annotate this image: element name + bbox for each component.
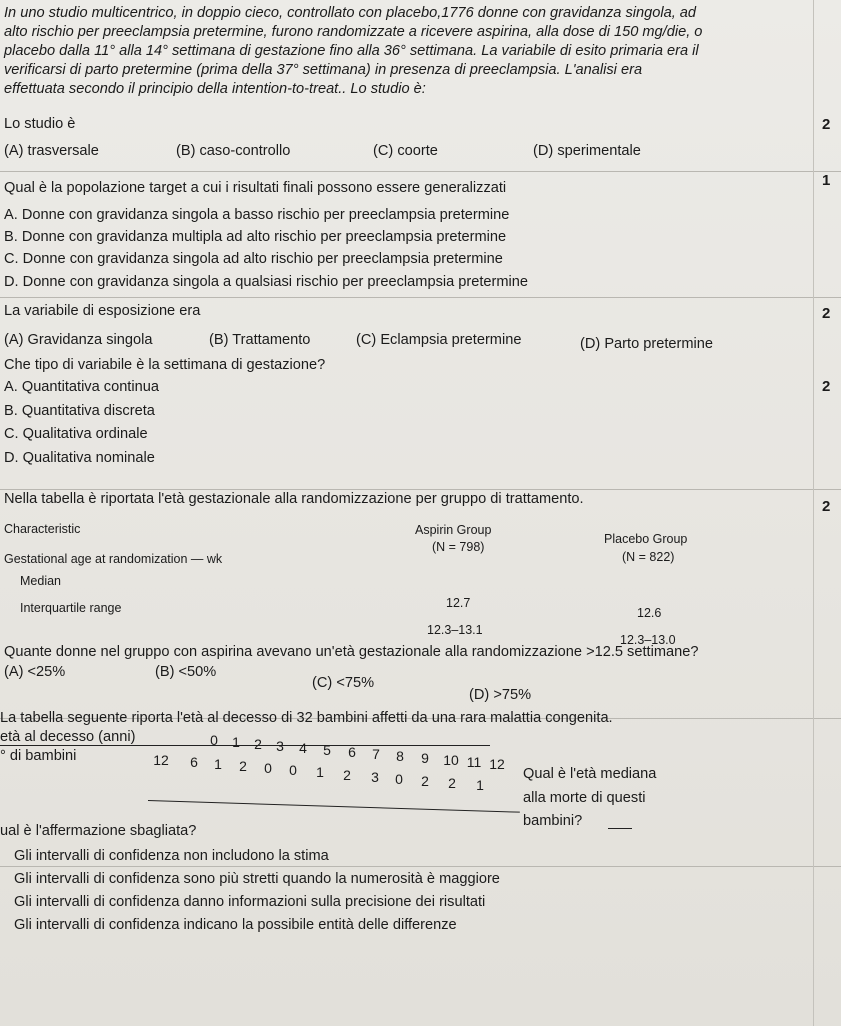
q4-option-b[interactable]: B. Quantitativa discreta: [4, 403, 155, 419]
rule-line: [0, 297, 841, 298]
q3-option-b[interactable]: (B) Trattamento: [209, 332, 311, 348]
q8-option-1[interactable]: Gli intervalli di confidenza non includono la stima: [14, 848, 329, 864]
q7-question-line-2: alla morte di questi: [523, 790, 646, 806]
table-iqr-aspirin: 12.3–13.1: [427, 623, 483, 637]
q5-stem: Nella tabella è riportata l'età gestazionale alla randomizzazione per gruppo di trattamento.: [4, 491, 584, 507]
q3-stem: La variabile di esposizione era: [4, 303, 201, 319]
q7-count-cell: 0: [289, 762, 297, 778]
q8-option-4[interactable]: Gli intervalli di confidenza indicano la possibile entità delle differenze: [14, 917, 457, 933]
q1-stem: Lo studio è: [4, 116, 76, 132]
q6-option-b[interactable]: (B) <50%: [155, 664, 217, 680]
table-n-aspirin: (N = 798): [432, 540, 485, 554]
table-row-iqr: Interquartile range: [20, 601, 122, 615]
table-row-median: Median: [20, 574, 61, 588]
q1-option-d[interactable]: (D) sperimentale: [533, 143, 641, 159]
q7-count-cell: 1: [316, 764, 324, 780]
q4-stem: Che tipo di variabile è la settimana di gestazione?: [4, 357, 326, 373]
q6-option-d[interactable]: (D) >75%: [469, 687, 532, 703]
q7-age-cell: 6: [348, 744, 356, 760]
intro-line-4: verificarsi di parto pretermine (prima della 37° settimana) in presenza di preeclampsia. L'analisi era: [4, 62, 643, 78]
q2-option-b[interactable]: B. Donne con gravidanza multipla ad alto rischio per preeclampsia pretermine: [4, 229, 507, 245]
intro-line-2: alto rischio per preeclampsia pretermine, furono randomizzate a ricevere aspirina, alla dose di 150 mg/die, o: [4, 24, 703, 40]
q7-count-cell: 2: [448, 775, 456, 791]
q7-age-cell: 11: [466, 754, 482, 770]
q4-option-a[interactable]: A. Quantitativa continua: [4, 379, 159, 395]
intro-line-1: In uno studio multicentrico, in doppio cieco, controllato con placebo,1776 donne con gravidanza singola, ad: [4, 5, 697, 21]
table-n-placebo: (N = 822): [622, 550, 675, 564]
q2-option-d[interactable]: D. Donne con gravidanza singola a qualsiasi rischio per preeclampsia pretermine: [4, 274, 529, 290]
table-median-placebo: 12.6: [637, 606, 662, 620]
q3-option-a[interactable]: (A) Gravidanza singola: [4, 332, 153, 348]
q7-age-cell: 10: [443, 752, 459, 768]
q7-question-line-1: Qual è l'età mediana: [523, 766, 657, 782]
q7-age-cell: 2: [254, 736, 262, 752]
intro-line-5: effettuata secondo il principio della intention-to-treat.. Lo studio è:: [4, 81, 426, 97]
q7-row-count-label: ° di bambini: [0, 748, 77, 764]
q7-age-cell: 1: [232, 734, 240, 750]
q2-option-a[interactable]: A. Donne con gravidanza singola a basso rischio per preeclampsia pretermine: [4, 207, 510, 223]
q7-age-cell: 9: [421, 750, 429, 766]
q7-count-cell: 1: [214, 756, 222, 772]
q5-points: 2: [822, 498, 831, 515]
q3-option-c[interactable]: (C) Eclampsia pretermine: [356, 332, 522, 348]
q7-count-cell: 12: [153, 752, 169, 768]
table-row-gestational-age: Gestational age at randomization — wk: [4, 552, 223, 566]
rule-line: [0, 489, 841, 490]
q3-option-d[interactable]: (D) Parto pretermine: [580, 336, 714, 352]
rule-line: [0, 171, 841, 172]
q7-age-cell: 3: [276, 738, 284, 754]
q8-stem: ual è l'affermazione sbagliata?: [0, 823, 197, 839]
q7-count-cell: 0: [264, 760, 272, 776]
q1-option-b[interactable]: (B) caso-controllo: [176, 143, 291, 159]
q7-count-cell: 6: [190, 754, 198, 770]
q7-age-cell: 7: [372, 746, 380, 762]
q7-answer-blank[interactable]: [608, 828, 632, 829]
q7-age-cell: 5: [323, 742, 331, 758]
table-median-aspirin: 12.7: [446, 596, 471, 610]
q7-stem: La tabella seguente riporta l'età al decesso di 32 bambini affetti da una rara malattia congenita.: [0, 710, 613, 726]
q8-option-2[interactable]: Gli intervalli di confidenza sono più stretti quando la numerosità è maggiore: [14, 871, 500, 887]
q7-question-line-3: bambini?: [523, 813, 583, 829]
q6-stem: Quante donne nel gruppo con aspirina avevano un'età gestazionale alla randomizzazione >12.5 settimane?: [4, 644, 699, 660]
q2-points: 1: [822, 172, 831, 189]
q7-count-cell: 2: [343, 767, 351, 783]
q7-age-cell: 12: [489, 756, 505, 772]
q7-row-age-label: età al decesso (anni): [0, 729, 136, 745]
q2-stem: Qual è la popolazione target a cui i risultati finali possono essere generalizzati: [4, 180, 507, 196]
table-col-placebo: Placebo Group: [604, 532, 688, 546]
q7-count-cell: 3: [371, 769, 379, 785]
q1-option-c[interactable]: (C) coorte: [373, 143, 438, 159]
q7-count-cell: 2: [421, 773, 429, 789]
q4-option-d[interactable]: D. Qualitativa nominale: [4, 450, 155, 466]
q2-option-c[interactable]: C. Donne con gravidanza singola ad alto rischio per preeclampsia pretermine: [4, 251, 503, 267]
q7-age-cell: 8: [396, 748, 404, 764]
q7-count-cell: 2: [239, 758, 247, 774]
table-iqr-placebo: 12.3–13.0: [620, 633, 676, 647]
q6-option-c[interactable]: (C) <75%: [312, 675, 375, 691]
intro-line-3: placebo dalla 11° alla 14° settimana di gestazione fino alla 36° settimana. La variabile di esito primaria era il: [4, 43, 699, 59]
table-col-characteristic: Characteristic: [4, 522, 81, 536]
rule-line: [0, 866, 841, 867]
q8-option-3[interactable]: Gli intervalli di confidenza danno informazioni sulla precisione dei risultati: [14, 894, 486, 910]
margin-line: [813, 0, 814, 1026]
q7-age-cell: 4: [299, 740, 307, 756]
q4-points: 2: [822, 378, 831, 395]
q3-points: 2: [822, 305, 831, 322]
q1-option-a[interactable]: (A) trasversale: [4, 143, 99, 159]
q1-points: 2: [822, 116, 831, 133]
q6-option-a[interactable]: (A) <25%: [4, 664, 66, 680]
q7-count-cell: 0: [395, 771, 403, 787]
q4-option-c[interactable]: C. Qualitativa ordinale: [4, 426, 148, 442]
q7-count-cell: 1: [476, 777, 484, 793]
table-col-aspirin: Aspirin Group: [415, 523, 492, 537]
q7-age-cell: 0: [210, 732, 218, 748]
